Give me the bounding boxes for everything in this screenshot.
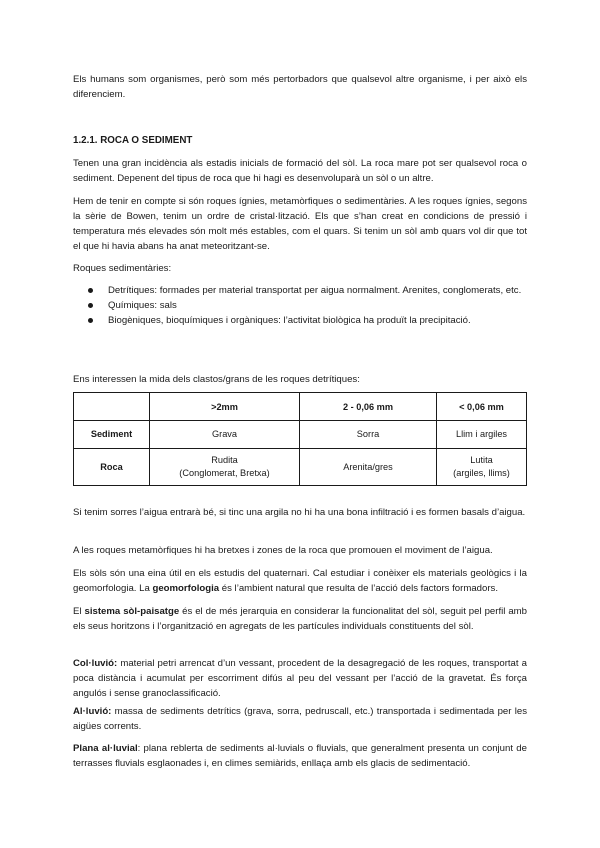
paragraph-sorres: Si tenim sorres l’aigua entrarà bé, si tinc una argila no hi ha una bona infiltració i es formen basals d’aigua.: [73, 507, 526, 518]
table-header-row: [74, 393, 527, 421]
text-span: El: [73, 606, 85, 617]
sedimentary-intro: Roques sedimentàries:: [73, 263, 172, 274]
table-cell: [150, 449, 300, 486]
definition-alluvio: [73, 704, 527, 734]
list-item: [73, 313, 527, 328]
paragraph-roca-mare: Tenen una gran incidència als estadis inicials de formació del sòl. La roca mare pot ser qualsevol roca o sediment. Depenent del tipus de roca que hi hagi es desenvoluparà un sòl o un altre.: [73, 158, 527, 184]
text-span: és l’ambient natural que resulta de l’acció dels factors formadors.: [219, 583, 498, 594]
list-item-text: Químiques: sals: [108, 300, 177, 311]
term-plana-alluvial: Plana al·luvial: [73, 743, 138, 754]
definition-text: massa de sediments detrítics (grava, sorra, pedruscall, etc.) transportada i sedimentada per les aigües corrents.: [73, 706, 527, 732]
keyword-geomorfologia: geomorfologia: [152, 583, 220, 594]
table-header-cell: >2mm: [150, 393, 300, 421]
section-heading: 1.2.1. ROCA O SEDIMENT: [73, 135, 193, 146]
sedimentary-rock-list: [73, 283, 527, 328]
table-row: [74, 449, 527, 486]
paragraph-bowen: Hem de tenir en compte si són roques ígnies, metamòrfiques o sedimentàries. A les roques ígnies, segons la sèrie de Bowen, tenim un ordre de cristal·lització. Els que s’han creat en condicions de pressió i temperatura més elevades són molt més estables, com el quars. Si tenim un sòl amb quars vol dir que tot el que hi havia abans ha anat meteoritzant-se.: [73, 196, 527, 252]
list-item-text: Detrítiques: formades per material transportat per aigua normalment. Arenites, conglomerats, etc.: [108, 285, 522, 296]
paragraph-metamorfiques: A les roques metamòrfiques hi ha bretxes i zones de la roca que promouen el moviment de l’aigua.: [73, 545, 493, 556]
list-item-text: Biogèniques, bioquímiques i orgàniques: l’activitat biològica ha produït la precipitació.: [108, 315, 471, 326]
term-alluvio: Al·luvió:: [73, 706, 112, 717]
table-cell: Sorra: [300, 421, 437, 449]
cell-line: Lutita: [470, 455, 493, 465]
definition-text: : plana reblerta de sediments al·luvials o fluvials, que generalment presenta un conjunt de terrasses fluvials esglaonades i, en climes semiàrids, enllaça amb els glacis de sedimentació.: [73, 743, 527, 769]
bullet-icon: [88, 288, 93, 293]
intro-paragraph: Els humans som organismes, però som més pertorbadors que qualsevol altre organisme, i per això els diferenciem.: [73, 74, 527, 100]
cell-line: (Conglomerat, Bretxa): [179, 468, 270, 478]
bullet-icon: [88, 303, 93, 308]
definition-plana-alluvial: [73, 741, 527, 771]
grain-size-table: [73, 392, 527, 486]
text-span: és el de més jerarquia en considerar la funcionalitat del sòl, seguit pel perfil amb els seus horitzons i l’organització en agregats de les partícules individuals constituents del sòl.: [73, 606, 527, 632]
paragraph-quaternari: [73, 566, 527, 596]
bullet-icon: [88, 318, 93, 323]
table-row: [74, 421, 527, 449]
table-header-cell: [74, 393, 150, 421]
list-item: [73, 283, 527, 298]
list-item: [73, 298, 527, 313]
table-header-cell: 2 - 0,06 mm: [300, 393, 437, 421]
text-span: Els sòls són una eina útil en els estudis del quaternari. Cal estudiar i conèixer els materials geològics i la geomorfologia. La: [73, 568, 527, 594]
table-header-cell: < 0,06 mm: [437, 393, 527, 421]
table-cell: [437, 449, 527, 486]
definition-colluvio: [73, 656, 527, 701]
definition-text: material petri arrencat d’un vessant, procedent de la desagregació de les roques, transportat a poca distància i acumulat per escorriment difús al peu del vessant per l’acció de la gravetat. És força angulós i sense granoclassificació.: [73, 658, 527, 699]
table-cell: Grava: [150, 421, 300, 449]
table-cell: Arenita/gres: [300, 449, 437, 486]
table-intro: Ens interessen la mida dels clastos/grans de les roques detrítiques:: [73, 374, 360, 385]
table-cell: Llim i argiles: [437, 421, 527, 449]
cell-line: (argiles, llims): [453, 468, 510, 478]
row-label-roca: Roca: [74, 449, 150, 486]
keyword-sistema-sol-paisatge: sistema sòl-paisatge: [84, 606, 180, 617]
cell-line: Rudita: [211, 455, 238, 465]
row-label-sediment: Sediment: [74, 421, 150, 449]
paragraph-sistema-sol-paisatge: [73, 604, 527, 634]
term-colluvio: Col·luvió:: [73, 658, 118, 669]
